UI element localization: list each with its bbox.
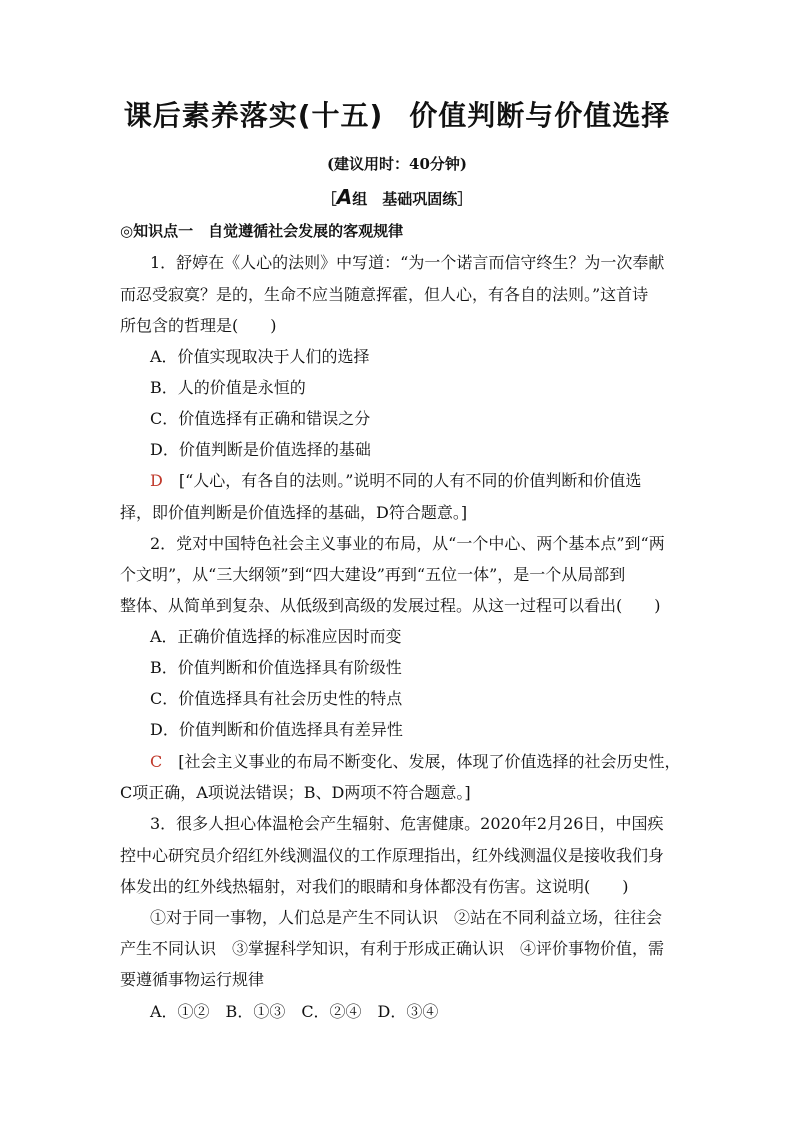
q2-answer-line [150, 752, 680, 772]
q3-stem-line: 体发出的红外线热辐射，对我们的眼睛和身体都没有伤害。这说明( ) [120, 877, 629, 896]
q1-stem-line: 所包含的哲理是( ) [120, 316, 277, 335]
q3-item-line: ①对于同一事物，人们总是产生不同认识 ②站在不同利益立场，往往会 [150, 908, 663, 927]
q1-stem-line: 1．舒婷在《人心的法则》中写道：“为一个诺言而信守终生？为一次奉献 [150, 253, 665, 272]
q2-answer: C [150, 752, 163, 771]
q1-option: B．人的价值是永恒的 [150, 378, 306, 397]
title-main: 课后素养落实(十五) [123, 99, 384, 132]
time-note: (建议用时：40分钟) [326, 155, 468, 173]
q3-stem-line: 3．很多人担心体温枪会产生辐射、危害健康。2020年2月26日，中国疾 [150, 814, 664, 833]
q1-answer: D [150, 471, 163, 490]
q1-option: D．价值判断是价值选择的基础 [150, 440, 371, 459]
q1-explanation: [“人心，有各自的法则。”说明不同的人有不同的价值判断和价值选 [178, 471, 642, 490]
group-label: 组 基础巩固练 [352, 190, 458, 208]
knowledge-point: ◎知识点一 自觉遵循社会发展的客观规律 [120, 222, 404, 240]
group-heading [0, 185, 794, 209]
group-letter: A [336, 185, 353, 209]
q2-explanation-line: C项正确，A项说法错误；B、D两项不符合题意。] [120, 783, 471, 802]
q3-item-line: 产生不同认识 ③掌握科学知识，有利于形成正确认识 ④评价事物价值，需 [120, 939, 665, 958]
q1-answer-line [150, 471, 680, 491]
q3-options: A．①② B．①③ C．②④ D．③④ [150, 1002, 439, 1021]
q3-item-line: 要遵循事物运行规律 [120, 970, 265, 989]
group-bracket-close: ］ [457, 190, 473, 208]
q1-explanation-line: 择，即价值判断是价值选择的基础，D符合题意。] [120, 503, 468, 522]
q2-option: D．价值判断和价值选择具有差异性 [150, 720, 403, 739]
title-sub: 价值判断与价值选择 [409, 99, 671, 132]
page-title [0, 94, 794, 134]
q2-option: A．正确价值选择的标准应因时而变 [150, 627, 402, 646]
q2-stem-line: 整体、从简单到复杂、从低级到高级的发展过程。从这一过程可以看出( ) [120, 596, 661, 615]
q2-stem-line: 个文明”，从“三大纲领”到“四大建设”再到“五位一体”，是一个从局部到 [120, 565, 626, 584]
q3-stem-line: 控中心研究员介绍红外线测温仪的工作原理指出，红外线测温仪是接收我们身 [120, 846, 665, 865]
group-bracket-open: ［ [321, 190, 337, 208]
q1-option: C．价值选择有正确和错误之分 [150, 409, 371, 428]
q1-option: A．价值实现取决于人们的选择 [150, 347, 370, 366]
q1-stem-line: 而忍受寂寞？是的，生命不应当随意挥霍，但人心，有各自的法则。”这首诗 [120, 285, 649, 304]
q2-stem-line: 2．党对中国特色社会主义事业的布局，从“一个中心、两个基本点”到“两 [150, 534, 665, 553]
q2-explanation: [社会主义事业的布局不断变化、发展，体现了价值选择的社会历史性， [178, 752, 681, 771]
q2-option: C．价值选择具有社会历史性的特点 [150, 689, 403, 708]
q2-option: B．价值判断和价值选择具有阶级性 [150, 658, 402, 677]
